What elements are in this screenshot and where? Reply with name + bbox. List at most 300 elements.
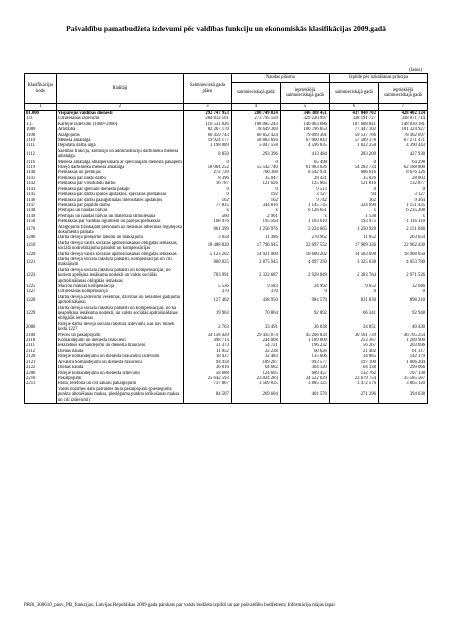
- row-name: Dienas nauda: [56, 365, 183, 370]
- row-value: 3 472 576: [329, 381, 378, 386]
- row-code: 1225: [25, 284, 57, 289]
- row-value: 2 151 046: [378, 225, 427, 236]
- row-value: 498 714: [184, 338, 232, 343]
- row-code: 1141: [25, 176, 57, 181]
- row-value: 56 267: [329, 343, 378, 348]
- row-code: 2110: [25, 338, 57, 343]
- row-value: 193 975: [329, 219, 378, 224]
- row-name: Darba devēja valsts sociālās apdrošināšanas obligātās iemaksas, sociālā nodrošinājuma pabalsti un kompensācijas: [56, 241, 183, 252]
- row-value: 162: [329, 198, 378, 203]
- row-value: 4 053 780: [378, 257, 427, 268]
- row-value: 84 507: [184, 387, 232, 404]
- row-code: 1148: [25, 208, 57, 213]
- row-value: 984 579: [280, 295, 329, 306]
- row-value: 19 963: [184, 306, 232, 322]
- row-value: 329 220 997: [280, 116, 329, 121]
- row-value: 401 570: [280, 387, 329, 404]
- row-value: 0: [329, 289, 378, 294]
- row-value: 1 189 809: [280, 338, 329, 343]
- row-code: 1.0.: [25, 116, 57, 121]
- row-value: 45 266 833: [280, 333, 329, 338]
- row-value: 413 484: [280, 149, 329, 160]
- row-value: 703 991: [184, 268, 232, 284]
- header-code: Klasifikācijas kods: [25, 74, 57, 104]
- row-value: 5 047 558: [231, 143, 280, 148]
- row-value: 24 992: [280, 284, 329, 289]
- row-value: 9 513: [280, 187, 329, 192]
- row-value: 1 209 900: [378, 338, 427, 343]
- row-value: 2 961: [231, 214, 280, 219]
- header-cash-group: Naudas plūsma: [231, 74, 329, 83]
- row-value: 9 364: [378, 198, 427, 203]
- row-code: 1200: [25, 235, 57, 240]
- row-value: 1 250 920: [329, 225, 378, 236]
- row-value: 162: [231, 198, 280, 203]
- row-value: 92 892: [280, 306, 329, 322]
- row-name: Mēnešа amatalga amatpersonām ar speciālajām dienesta pakāpēm: [57, 159, 182, 165]
- row-value: 28 421: [280, 176, 329, 181]
- row-code: 2121: [25, 360, 57, 365]
- row-name: Pārējie komandējumu un dienesta izdevumi: [56, 371, 183, 376]
- row-value: 3 127: [280, 192, 329, 197]
- row-value: 18 600 202: [280, 252, 329, 257]
- row-value: 62 188 800: [378, 165, 427, 170]
- row-value: 346 388 451: [280, 111, 329, 117]
- row-value: 124 605: [231, 371, 280, 376]
- row-value: 5 536: [184, 284, 232, 289]
- row-value: 2 875 945: [231, 257, 280, 268]
- row-code: 1220: [25, 252, 57, 257]
- row-name: Pasta, telefona un citi sakaru pakalpojumi: [56, 381, 183, 386]
- row-value: 55 542 740: [231, 165, 280, 170]
- row-value: 116 531 026: [184, 122, 232, 127]
- row-value: 0: [378, 187, 427, 192]
- column-number: 2: [56, 104, 183, 111]
- row-value: 2 971 526: [378, 268, 427, 284]
- row-value: 344 816: [231, 203, 280, 208]
- row-code: 1147: [25, 203, 57, 208]
- row-value: 77 835: [184, 203, 232, 208]
- row-value: 23 024 283: [231, 376, 280, 381]
- row-code: 2120: [25, 354, 57, 359]
- row-value: 23 679 754: [329, 376, 378, 381]
- row-code: 2122: [25, 365, 57, 370]
- row-code: 1223: [25, 268, 57, 284]
- row-name: Atlīdzība: [56, 127, 183, 132]
- row-value: x: [184, 208, 232, 213]
- row-value: 162: [184, 198, 232, 203]
- row-name: Piemaksas un prēmijas: [56, 170, 183, 175]
- row-value: 3 509 835: [231, 381, 280, 386]
- row-value: x: [231, 208, 280, 213]
- row-value: 82 367 170: [184, 127, 232, 132]
- row-value: 1 103 610: [280, 219, 329, 224]
- row-value: 22 962 430: [378, 241, 427, 252]
- row-value: 1 006 204: [378, 360, 427, 365]
- row-value: 18 064 252: [184, 165, 232, 170]
- row-value: 58 688: [184, 371, 232, 376]
- column-number: 3: [184, 104, 232, 111]
- row-name: Deputātu darba alga: [56, 143, 183, 148]
- footer-text: PRI6_300610_pasv_PB_funkcijas; Latvijas Republikas 2009.gada pārskats par valsts budžeta izpildi un par pašvaldību budžetiem; Informācija mājas lapai: [24, 603, 335, 608]
- row-value: 0: [280, 289, 329, 294]
- row-value: 34 522 029: [280, 376, 329, 381]
- row-value: 196 232: [280, 343, 329, 348]
- row-code: 1229: [25, 306, 57, 322]
- table-row: [25, 225, 428, 236]
- row-value: 686 616: [329, 170, 378, 175]
- row-name: Komandējumi un dienesta braucieni: [56, 338, 183, 343]
- row-value: 4 097 350: [280, 257, 329, 268]
- row-name: Darba devēja valsts sociālās apdrošināšanas obligātās iemaksas: [56, 252, 183, 257]
- row-value: 428 402 124: [378, 111, 427, 117]
- header-cash-previous: iepriekšējā saimnieciskajā gadā: [280, 83, 329, 104]
- row-code: 2000: [25, 322, 57, 333]
- row-value: 132 762: [329, 371, 378, 376]
- row-value: 67 271 471: [378, 138, 427, 143]
- row-value: 898 210: [378, 295, 427, 306]
- row-value: 31 373: [184, 343, 232, 348]
- row-code: 1150: [25, 219, 57, 224]
- row-value: 8 396: [184, 176, 232, 181]
- row-value: 32 646: [378, 284, 427, 289]
- row-value: 40 430: [378, 322, 427, 333]
- row-value: 328 191 727: [329, 116, 378, 121]
- column-number: 4: [231, 104, 280, 111]
- column-number: 5: [280, 104, 329, 111]
- row-value: 94 958: [184, 360, 232, 365]
- row-code: 1146: [25, 198, 57, 203]
- row-value: 737 807: [184, 381, 232, 386]
- row-name: Pakalpojumi: [56, 376, 183, 381]
- row-value: 17 909 336: [329, 241, 378, 252]
- row-value: 1 538: [329, 214, 378, 219]
- row-value: 9 742: [280, 198, 329, 203]
- row-value: 195 564: [231, 219, 280, 224]
- row-value: 107 608 841: [329, 122, 378, 127]
- header-name: Rādītāji: [56, 74, 183, 104]
- table-row: [25, 219, 428, 224]
- row-code: 1111: [25, 143, 57, 148]
- row-value: 2 383 764: [329, 268, 378, 284]
- row-value: 33 491: [231, 322, 280, 333]
- row-value: 60 852 424: [231, 133, 280, 138]
- row-code: 2210: [25, 376, 57, 381]
- row-name: Piemaksa par speciālo dienesta pakāpi: [56, 187, 183, 192]
- row-value: 78 362 697: [378, 133, 427, 138]
- row-value: 689 457: [280, 371, 329, 376]
- row-name: Darba devēja sociāla rakstura pabalsti, kompensācijas un citi maksājumi: [56, 257, 183, 268]
- row-value: 1 116 310: [378, 219, 427, 224]
- row-value: 0: [329, 187, 378, 192]
- row-value: 269 604: [231, 387, 280, 404]
- row-value: 831 030: [329, 295, 378, 306]
- row-name: Prēmijas un naudas balvas un materiālā stimulēšana: [56, 214, 183, 219]
- row-value: 18 908 650: [378, 252, 427, 257]
- table-row: [25, 181, 428, 186]
- row-code: 1119: [25, 165, 57, 170]
- row-value: 64 298: [378, 160, 427, 165]
- row-value: 16 787: [184, 181, 232, 186]
- row-code: 2112: [25, 349, 57, 354]
- row-value: x: [378, 214, 427, 219]
- row-value: 2 224 665: [280, 225, 329, 236]
- row-name: Darba devēja sociāla rakstura pabalsti un kompensācijas, no kā neaprēķina ienākuma nodokli, un valsts sociālās apdrošināšanas obligātās iemaksas: [56, 306, 183, 322]
- row-code: 1228: [25, 295, 57, 306]
- row-value: 46 705 254: [378, 333, 427, 338]
- row-value: 92 948: [378, 306, 427, 322]
- row-value: 11 052: [329, 235, 378, 240]
- row-value: 61 317: [378, 349, 427, 354]
- row-name: Piemaksa par papildu darbu: [56, 203, 183, 208]
- row-value: 121 626: [231, 181, 280, 186]
- row-value: 11 386: [231, 235, 280, 240]
- row-name: Ārvalstu komandējumi un dienesta braucieni: [56, 360, 183, 365]
- column-number: 7: [378, 104, 427, 111]
- header-accrual-previous: iepriekšējā saimnieciskajā gadā: [378, 83, 427, 104]
- row-value: 3 325 638: [329, 257, 378, 268]
- row-code: [25, 387, 57, 404]
- row-name: Preces un pakalpojumi: [56, 333, 183, 338]
- row-name: Iekšzemes komandējumi un dienesta braucieni: [56, 343, 183, 348]
- row-value: 79 099 301: [280, 133, 329, 138]
- row-value: 292 747 953: [184, 111, 232, 117]
- row-name: Piemaksas par vadības līgumiem un pārējās piemaksas: [56, 219, 183, 224]
- row-value: 2 763: [184, 322, 232, 333]
- row-code: 1140: [25, 170, 57, 175]
- row-value: 125 665: [280, 181, 329, 186]
- row-value: 57 589 178: [329, 138, 378, 143]
- row-name: Piemaksa par virsstundu darbu: [56, 181, 183, 186]
- row-code: 2211: [25, 381, 57, 386]
- row-value: 4 596 835: [280, 143, 329, 148]
- row-value: 5 123 202: [184, 252, 232, 257]
- row-value: 263 654: [378, 235, 427, 240]
- row-name: Vispārējie valdības dienesti: [56, 111, 183, 117]
- row-value: 60 459 743: [184, 133, 232, 138]
- header-accrual-current: saimnieciskajā gadā: [329, 83, 378, 104]
- row-value: 3 127: [378, 192, 427, 197]
- row-value: 8 850: [184, 149, 232, 160]
- row-value: 61 983 026: [280, 165, 329, 170]
- row-value: 370: [231, 289, 280, 294]
- row-name: Pārējie darba devēja sociālā rakstura izdevumi, kas nav minēti kodā 1227: [56, 322, 183, 333]
- row-value: 0: [231, 187, 280, 192]
- header-accrual-group: Izpilde pēc uzkrāšanas principa: [329, 74, 427, 83]
- row-name: Darba devēja izdevumi veselības, dzīvības un nelaimes gadījumu apdrošināšanai: [56, 295, 183, 306]
- row-value: 58 883 694: [231, 138, 280, 143]
- row-code: 1110: [25, 138, 57, 143]
- unit-label: (latos): [409, 68, 422, 73]
- row-code: 1170: [25, 225, 57, 236]
- row-value: 65 498: [280, 160, 329, 165]
- row-value: 30 161 739: [329, 333, 378, 338]
- row-code: 1142: [25, 181, 57, 186]
- row-value: 9 652: [329, 284, 378, 289]
- row-code: 1227: [25, 289, 57, 294]
- row-value: 860 025: [184, 257, 232, 268]
- table-row: [25, 295, 428, 306]
- row-value: 338 071 714: [378, 116, 427, 121]
- row-value: 3 865 120: [378, 381, 427, 386]
- table-row: [25, 306, 428, 322]
- row-value: 77 447 102: [329, 127, 378, 132]
- row-code: 1143: [25, 187, 57, 192]
- row-value: 283 209: [329, 149, 378, 160]
- row-value: 861 399: [184, 225, 232, 236]
- row-value: 59 537 766: [329, 133, 378, 138]
- row-name: Piemaksa par darbu īpašos apstākļos, speciālās piemaksas: [56, 192, 183, 197]
- row-name: Pārējie komandējumu un dienesta braucienu izdevumi: [56, 354, 183, 359]
- row-value: 2 322 687: [231, 268, 280, 284]
- table-row: [25, 241, 428, 252]
- row-value: 0: [184, 192, 232, 197]
- row-value: 14 583 698: [329, 252, 378, 257]
- row-value: 148 030 181: [378, 122, 427, 127]
- row-value: 299 066: [378, 365, 427, 370]
- row-value: 4 390 443: [378, 143, 427, 148]
- row-value: 394 638: [378, 387, 427, 404]
- row-value: 64 682: [231, 365, 280, 370]
- row-name: Mēnešа amatalga: [56, 138, 183, 143]
- row-value: 54 283 734: [329, 165, 378, 170]
- row-value: 437 040 702: [329, 111, 378, 117]
- row-code: 1149: [25, 214, 57, 219]
- row-value: 34 865: [329, 354, 378, 359]
- row-value: 17 796 945: [231, 241, 280, 252]
- row-name: Uzturēšanas izdevumi: [56, 116, 183, 121]
- row-value: 270 962: [280, 235, 329, 240]
- page-footer: [24, 603, 434, 609]
- row-code: 1116: [25, 160, 57, 165]
- row-code: 1100: [25, 133, 57, 138]
- row-value: 108 085 243: [231, 122, 280, 127]
- row-value: 0: [231, 160, 280, 165]
- row-value: 271 296: [329, 387, 378, 404]
- row-value: 28 003: [378, 176, 427, 181]
- row-code: 1145: [25, 192, 57, 197]
- row-name: Kārtējie izdevumi (1000+2000): [56, 122, 183, 127]
- row-value: 427 930: [378, 149, 427, 160]
- row-value: 66 341: [329, 306, 378, 322]
- row-name: Saeimas frakciju, komisiju un administrāciju darbinieku mēnešа amatalga: [56, 149, 183, 160]
- row-value: 64 338: [329, 365, 378, 370]
- row-code: 1210: [25, 241, 57, 252]
- row-value: 54 721: [231, 343, 280, 348]
- table-row: [25, 354, 428, 359]
- row-code: 01.000: [25, 111, 57, 117]
- row-name: Valsts nozīmes datu pārraides tīkla pakalpojumi (pieslēguma punkta abonēšanas maksa, pieslēguma punkta ierīkošanas maksa un citi izdevumi): [56, 387, 183, 404]
- row-value: 132 877: [378, 181, 427, 186]
- row-value: 34 156 429: [184, 333, 232, 338]
- row-name: Prēmijas un naudas balvas: [56, 208, 183, 213]
- row-value: 6 126 651: [280, 208, 329, 213]
- row-value: 1 198 089: [184, 143, 232, 148]
- row-value: 9 583: [231, 284, 280, 289]
- column-number: 1: [25, 104, 57, 111]
- header-cash-current: saimnieciskajā gadā: [231, 83, 280, 104]
- row-value: 22 238: [231, 349, 280, 354]
- table-row: [25, 381, 428, 386]
- row-value: 2 928 849: [280, 268, 329, 284]
- row-value: 700 368: [231, 170, 280, 175]
- row-value: 6 235 208: [378, 208, 427, 213]
- row-code: 1000: [25, 127, 57, 132]
- row-name: Atalgojums fiziskajām personām uz tiesiskās attiecības regulējošu dokumentu pamata: [57, 224, 182, 235]
- row-value: 272 729: [184, 170, 232, 175]
- row-value: 203 696: [378, 343, 427, 348]
- row-code: 1.1.: [25, 122, 57, 127]
- row-value: 253 367: [329, 338, 378, 343]
- page-title: Pašvaldību pamatbudžeta izdevumi pēc valdības funkciju un ekonomiskās klasifikācijas 2009.gadā: [66, 24, 386, 33]
- row-value: 189 287: [231, 360, 280, 365]
- row-value: 11 052: [184, 349, 232, 354]
- row-value: 18 488 820: [184, 241, 232, 252]
- row-value: 438 950: [231, 295, 280, 306]
- row-value: 192: [231, 192, 280, 197]
- table-row: [25, 387, 428, 404]
- row-value: 142 379: [378, 354, 427, 359]
- row-name: Mācību maksas kompensācija: [56, 284, 183, 289]
- row-code: 2111: [25, 343, 57, 348]
- row-value: 1 256 976: [231, 225, 280, 236]
- row-code: 2100: [25, 333, 57, 338]
- row-value: 370: [184, 289, 232, 294]
- row-value: 67 060 843: [280, 138, 329, 143]
- row-value: 1 151 435: [378, 203, 427, 208]
- row-value: 0: [378, 289, 427, 294]
- column-number: 6: [329, 104, 378, 111]
- row-value: 8 676 326: [378, 170, 427, 175]
- row-value: 1 145 735: [280, 203, 329, 208]
- row-code: 2200: [25, 371, 57, 376]
- budget-table: [24, 73, 428, 404]
- row-value: 19 924 177: [184, 138, 232, 143]
- row-value: 560: [184, 214, 232, 219]
- table-row: [25, 235, 428, 240]
- row-name: Piemaksa par darbu paaugstinātas intensitātes apstākļos: [56, 198, 183, 203]
- table-row: [25, 322, 428, 333]
- table-body: [25, 111, 428, 404]
- row-value: 18 437: [184, 354, 232, 359]
- row-value: 0: [184, 187, 232, 192]
- row-value: x: [329, 208, 378, 213]
- row-value: 21 402: [329, 349, 378, 354]
- row-value: 273 795 550: [231, 116, 280, 121]
- row-value: 127 402: [184, 295, 232, 306]
- row-value: 14 921 000: [231, 252, 280, 257]
- row-value: 3 885 125: [280, 381, 329, 386]
- table-row: [25, 149, 428, 160]
- row-value: 324 690: [329, 203, 378, 208]
- row-value: 135 606: [280, 354, 329, 359]
- row-value: 34 851: [329, 322, 378, 333]
- row-value: 121 816: [329, 181, 378, 186]
- row-value: 8 542 931: [280, 170, 329, 175]
- row-value: 168 976: [184, 219, 232, 224]
- row-value: 100 796 853: [280, 127, 329, 132]
- row-name: Atalgojums: [56, 133, 183, 138]
- row-value: 78 649 369: [231, 127, 280, 132]
- row-value: 3 058: [184, 235, 232, 240]
- row-value: 280 749 024: [231, 111, 280, 117]
- row-value: 284 812 101: [184, 116, 232, 121]
- row-value: 244 008: [231, 338, 280, 343]
- row-value: 60 626: [280, 349, 329, 354]
- row-value: 32 483: [231, 354, 280, 359]
- row-value: 0: [184, 160, 232, 165]
- row-value: 35 047: [231, 176, 280, 181]
